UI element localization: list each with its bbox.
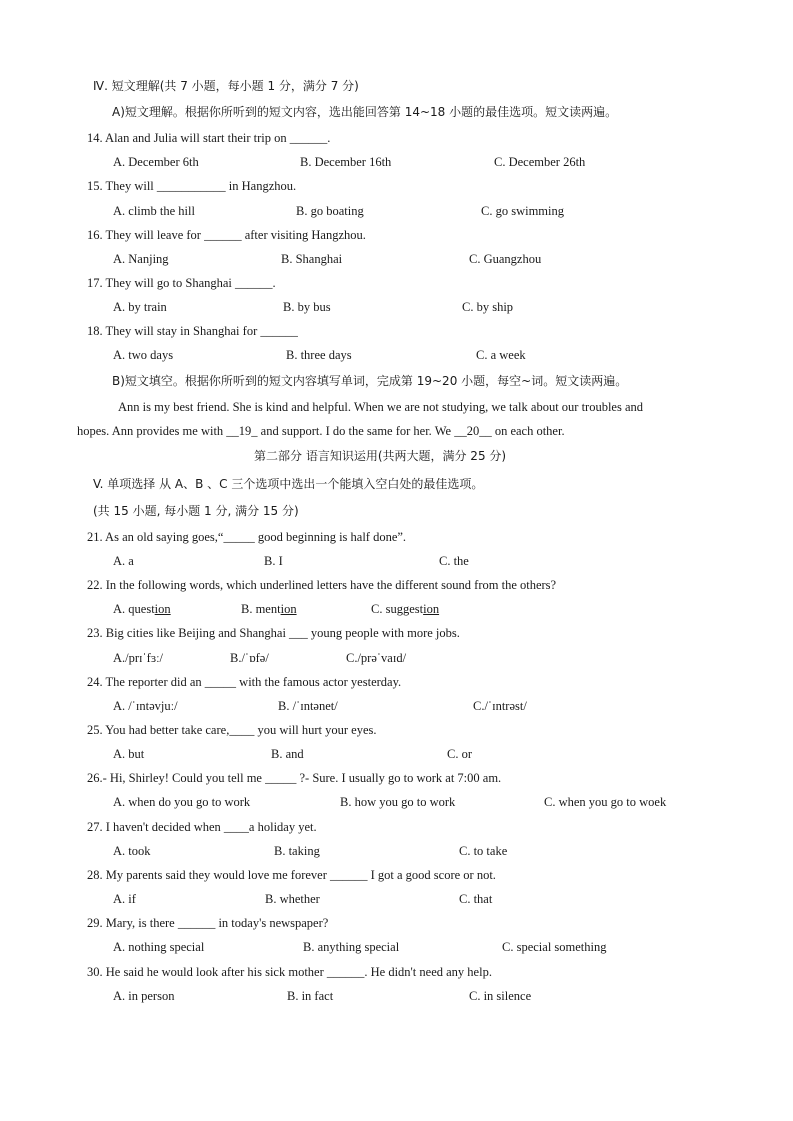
question-26: 26.- Hi, Shirley! Could you tell me _____ ?- Sure. I usually go to work at 7:00 am.	[87, 771, 502, 785]
q27-option-b: B. taking	[274, 844, 320, 858]
question-15: 15. They will ___________ in Hangzhou.	[87, 179, 297, 193]
underlined-letters: ion	[423, 602, 440, 616]
blank-20: __20__	[454, 424, 492, 438]
section5-subheading: (共 15 小题, 每小题 1 分, 满分 15 分)	[93, 504, 299, 518]
q28-option-a: A. if	[113, 892, 136, 906]
q14-option-c: C. December 26th	[494, 155, 586, 169]
q21-option-c: C. the	[439, 554, 469, 568]
q28-option-b: B. whether	[265, 892, 320, 906]
passage-line-1: Ann is my best friend. She is kind and helpful. When we are not studying, we talk about our troubles and	[118, 400, 644, 414]
underlined-letters: ion	[280, 602, 297, 616]
part2-heading: 第二部分 语言知识运用(共两大题，满分 25 分)	[254, 449, 507, 463]
q26-option-c: C. when you go to woek	[544, 795, 667, 809]
passage-text: hopes. Ann provides me with	[77, 424, 227, 438]
section5-heading: V. 单项选择 从 A、B 、C 三个选项中选出一个能填入空白处的最佳选项。	[93, 477, 484, 491]
question-27: 27. I haven't decided when ____a holiday yet.	[87, 820, 317, 834]
q27-option-a: A. took	[113, 844, 151, 858]
q14-option-a: A. December 6th	[113, 155, 199, 169]
q22-option-c	[371, 601, 439, 617]
q25-option-a: A. but	[113, 747, 145, 761]
q25-option-b: B. and	[271, 747, 304, 761]
q24-option-c: C./ˈɪntrəst/	[473, 699, 527, 713]
q21-option-a: A. a	[113, 554, 134, 568]
underlined-letters: ion	[154, 602, 171, 616]
q23-option-a: A./prɪˈfɜː/	[113, 651, 164, 665]
passage-line-2	[77, 423, 565, 439]
question-17: 17. They will go to Shanghai ______.	[87, 276, 276, 290]
question-28: 28. My parents said they would love me forever ______ I got a good score or not.	[87, 868, 496, 882]
q17-option-c: C. by ship	[462, 300, 514, 314]
q16-option-b: B. Shanghai	[281, 252, 343, 266]
q22-option-b	[241, 601, 297, 617]
q29-option-a: A. nothing special	[113, 940, 205, 954]
section4-partB-instruction: B)短文填空。根据你所听到的短文内容填写单词，完成第 19~20 小题，每空~词。短文读两遍。	[112, 374, 628, 388]
question-16: 16. They will leave for ______ after visiting Hangzhou.	[87, 228, 366, 242]
q30-option-b: B. in fact	[287, 989, 334, 1003]
q17-option-b: B. by bus	[283, 300, 331, 314]
q30-option-c: C. in silence	[469, 989, 532, 1003]
question-29: 29. Mary, is there ______ in today's newspaper?	[87, 916, 329, 930]
q21-option-b: B. I	[264, 554, 283, 568]
q24-option-a: A. /ˈɪntəvjuː/	[113, 699, 178, 713]
q23-option-b: B./ˈɒfə/	[230, 651, 269, 665]
q18-option-b: B. three days	[286, 348, 352, 362]
question-30: 30. He said he would look after his sick mother ______. He didn't need any help.	[87, 965, 492, 979]
q15-option-a: A. climb the hill	[113, 204, 195, 218]
q15-option-c: C. go swimming	[481, 204, 564, 218]
question-21: 21. As an old saying goes,“_____ good beginning is half done”.	[87, 530, 407, 544]
q26-option-b: B. how you go to work	[340, 795, 456, 809]
question-18: 18. They will stay in Shanghai for ______	[87, 324, 298, 338]
q28-option-c: C. that	[459, 892, 493, 906]
option-text: C. suggest	[371, 602, 424, 616]
option-text: B. ment	[241, 602, 281, 616]
q23-option-c: C./prəˈvaɪd/	[346, 651, 407, 665]
q27-option-c: C. to take	[459, 844, 508, 858]
option-text: A. quest	[113, 602, 155, 616]
q14-option-b: B. December 16th	[300, 155, 392, 169]
q18-option-a: A. two days	[113, 348, 174, 362]
q22-option-a	[113, 601, 171, 617]
passage-text: on each other.	[491, 424, 565, 438]
question-24: 24. The reporter did an _____ with the famous actor yesterday.	[87, 675, 402, 689]
passage-text: and support. I do the same for her. We	[257, 424, 455, 438]
q25-option-c: C. or	[447, 747, 472, 761]
blank-19: __19_	[226, 424, 258, 438]
q18-option-c: C. a week	[476, 348, 526, 362]
q16-option-c: C. Guangzhou	[469, 252, 542, 266]
question-23: 23. Big cities like Beijing and Shanghai ___ young people with more jobs.	[87, 626, 460, 640]
section4-partA-instruction: A)短文理解。根据你所听到的短文内容，选出能回答第 14~18 小题的最佳选项。短文读两遍。	[112, 105, 618, 119]
q24-option-b: B. /ˈɪntənet/	[278, 699, 338, 713]
q29-option-b: B. anything special	[303, 940, 400, 954]
question-14: 14. Alan and Julia will start their trip on ______.	[87, 131, 331, 145]
section4-heading: Ⅳ. 短文理解(共 7 小题，每小题 1 分，满分 7 分)	[93, 79, 359, 93]
q30-option-a: A. in person	[113, 989, 175, 1003]
q29-option-c: C. special something	[502, 940, 607, 954]
q16-option-a: A. Nanjing	[113, 252, 169, 266]
q15-option-b: B. go boating	[296, 204, 364, 218]
question-22: 22. In the following words, which underlined letters have the different sound from the others?	[87, 578, 557, 592]
q17-option-a: A. by train	[113, 300, 167, 314]
q26-option-a: A. when do you go to work	[113, 795, 251, 809]
question-25: 25. You had better take care,____ you will hurt your eyes.	[87, 723, 377, 737]
